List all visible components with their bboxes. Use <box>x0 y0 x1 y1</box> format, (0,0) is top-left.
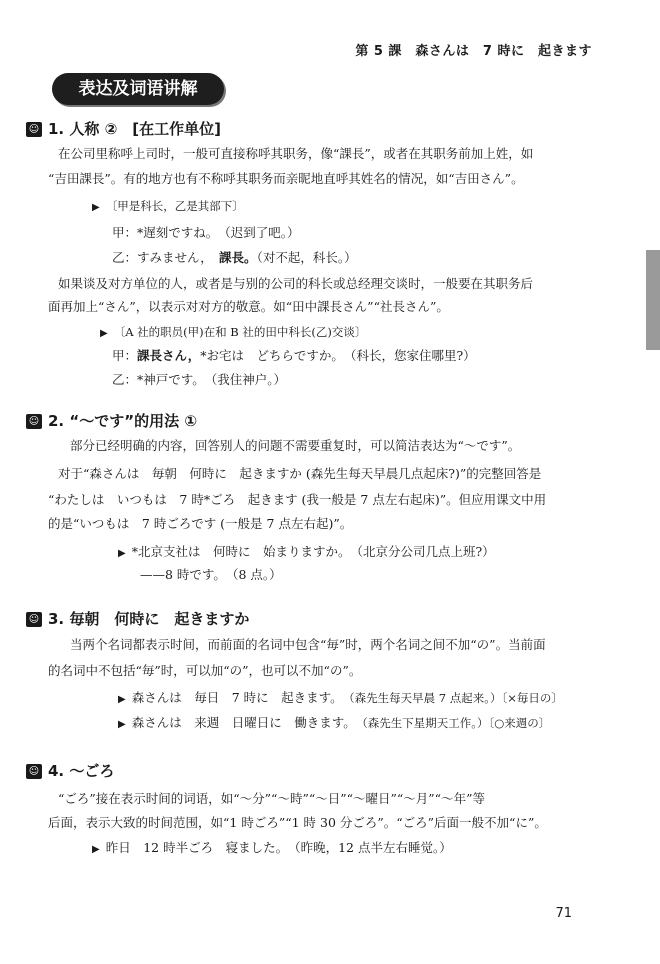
example-line: 乙：*神戸です。 （我住神户。） <box>112 372 287 387</box>
paragraph: 的是“いつもは 7 時ごろです (一般是 7 点左右起)”。 <box>48 516 353 531</box>
example-line: ——8 時です。 （8 点。） <box>140 567 282 582</box>
example-context: ▶ 〔甲是科长，乙是其部下〕 <box>92 199 244 213</box>
paragraph: 如果谈及对方单位的人，或者是与别的公司的科长或总经理交谈时，一般要在其职务后 <box>58 276 534 291</box>
paragraph: 面再加上“さん”，以表示对对方的敬意。如“田中課長さん”“社長さん”。 <box>48 299 449 314</box>
paragraph: 后面，表示大致的时间范围，如“1 時ごろ”“1 時 30 分ごろ”。“ごろ”后面一般不加“に”。 <box>48 815 547 830</box>
paragraph: 部分已经明确的内容，回答别人的问题不需要重复时，可以简洁表达为“～です”。 <box>70 438 521 453</box>
section-2-title: “～です”的用法 ① <box>69 412 198 430</box>
example-line: ▶ 森さんは 毎日 7 時に 起きます。 （森先生每天早晨 7 点起来。）〔×毎日の〕 <box>118 690 563 705</box>
paragraph: 当两个名词都表示时间，而前面的名词中包含“毎”时，两个名词之间不加“の”。当前面 <box>70 637 546 652</box>
example-line: ▶ 森さんは 来週 日曜日に 働きます。 （森先生下星期天工作。）〔○来週の〕 <box>118 715 551 730</box>
section-1-heading: ☺ 1. 人称 ② [在工作单位] <box>26 118 221 139</box>
lesson-header: 第 5 課 森さんは 7 時に 起きます <box>355 44 592 59</box>
example-line: ▶ *北京支社は 何時に 始まりますか。 （北京分公司几点上班?） <box>118 544 495 559</box>
section-banner: 表达及词语讲解 <box>52 73 224 105</box>
section-4-heading: ☺ 4. ～ごろ <box>26 760 114 781</box>
section-3-title: 毎朝 何時に 起きますか <box>69 610 250 628</box>
paragraph: “吉田課長”。有的地方也有不称呼其职务而亲昵地直呼其姓名的情况，如“吉田さん”。 <box>48 171 524 186</box>
section-4-title: ～ごろ <box>69 762 115 780</box>
example-line: 甲：*遅刻ですね。 （迟到了吧。） <box>112 225 300 240</box>
example-context: ▶ 〔A 社的职员(甲)在和 B 社的田中科长(乙)交谈〕 <box>100 325 367 339</box>
section-1-title: 人称 ② [在工作单位] <box>69 120 222 138</box>
section-3-heading: ☺ 3. 毎朝 何時に 起きますか <box>26 608 249 629</box>
face-icon: ☺ <box>26 764 42 779</box>
face-icon: ☺ <box>26 122 42 137</box>
example-line: 甲：課長さん，*お宅は どちらですか。 （科长，您家住哪里?） <box>112 348 476 363</box>
side-tab <box>646 250 660 350</box>
face-icon: ☺ <box>26 414 42 429</box>
paragraph: 在公司里称呼上司时，一般可直接称呼其职务，像“課長”，或者在其职务前加上姓，如 <box>58 146 534 161</box>
paragraph: “ごろ”接在表示时间的词语，如“～分”“～時”“～日”“～曜日”“～月”“～年”等 <box>58 791 485 806</box>
example-line: ▶ 昨日 12 時半ごろ 寝ました。 （昨晚，12 点半左右睡觉。） <box>92 840 452 855</box>
section-2-heading: ☺ 2. “～です”的用法 ① <box>26 410 197 431</box>
example-line: 乙：すみません， 課長。（对不起，科长。） <box>112 250 357 265</box>
page-number: 71 <box>555 906 572 921</box>
face-icon: ☺ <box>26 612 42 627</box>
paragraph: 的名词中不包括“毎”时，可以加“の”，也可以不加“の”。 <box>48 663 362 678</box>
paragraph: “わたしは いつもは 7 時*ごろ 起きます (我一般是 7 点左右起床)”。但应用课文中用 <box>48 492 547 507</box>
paragraph: 对于“森さんは 毎朝 何時に 起きますか (森先生每天早晨几点起床?)”的完整回答是 <box>58 466 542 481</box>
